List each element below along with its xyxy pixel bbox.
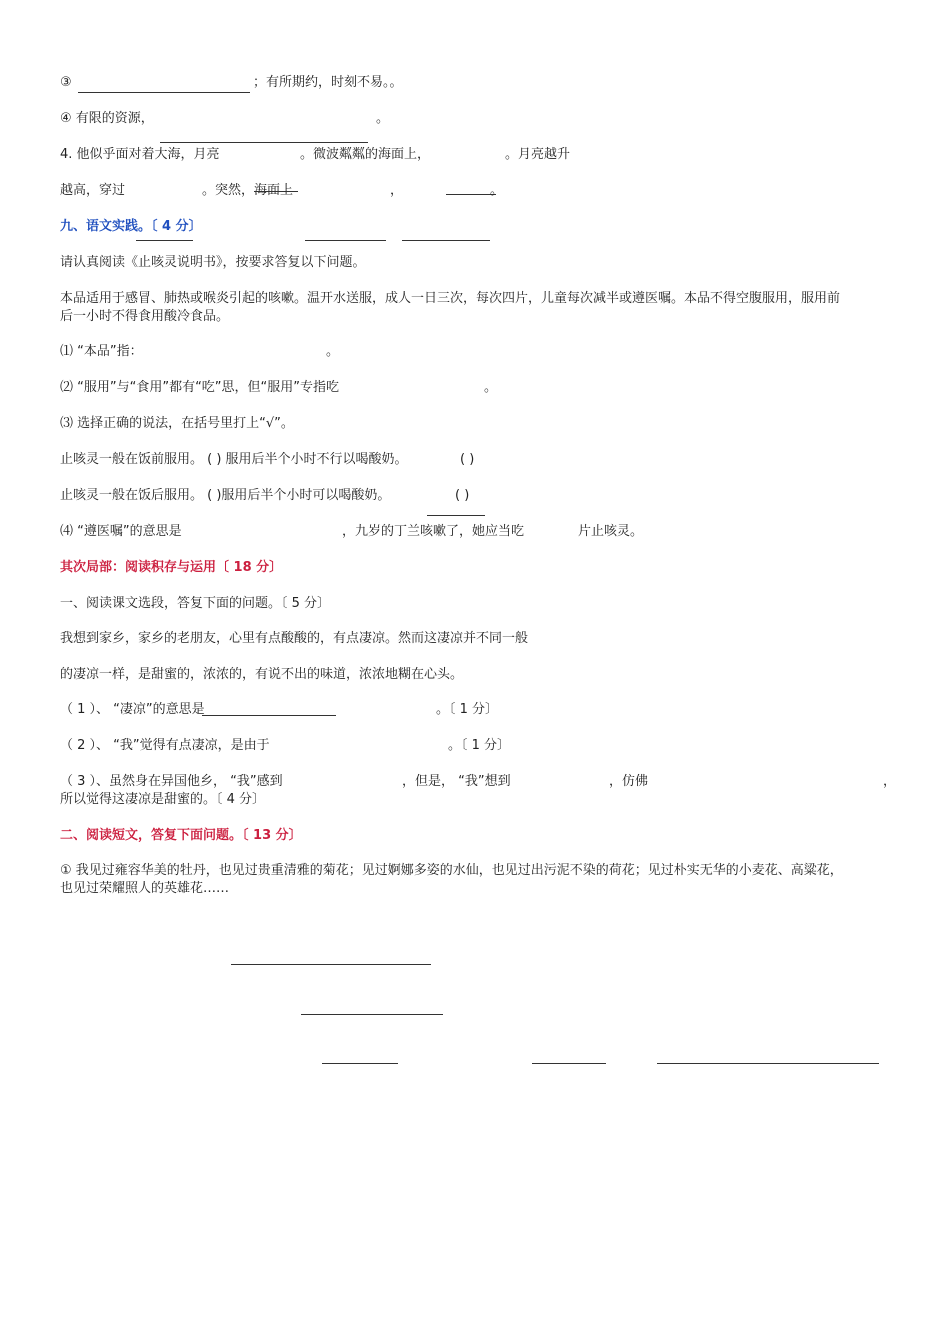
p2-q1-end: 。〔 1 分〕	[436, 702, 499, 717]
q4-text-e: 。突然，海面上	[202, 183, 294, 198]
p2-q3-text-d: ，	[883, 774, 897, 789]
p2-q2-end: 。〔 1 分〕	[448, 738, 511, 753]
part2-heading: 其次局部：阅读积存与运用〔 18 分〕	[60, 560, 283, 575]
answer-blank	[657, 1063, 879, 1064]
q4-text-d: 越高，穿过	[60, 183, 126, 198]
s9-option-2: 止咳灵一般在饭后服用。 ( )服用后半个小时可以喝酸奶。	[60, 488, 391, 503]
line4-end: 。	[376, 111, 390, 126]
s9-q2-text: ⑵ “服用”与“食用”都有“吃”思，但“服用”专指吃	[60, 380, 340, 395]
p2-q2-text: （ 2 ）、 “我”觉得有点凄凉，是由于	[60, 738, 270, 753]
q4-text-f: ，	[390, 183, 404, 198]
answer-blank	[231, 964, 431, 965]
p2-q3-text-b: ，但是， “我”想到	[402, 774, 511, 789]
s9-q4-text-c: 片止咳灵。	[578, 524, 644, 539]
line3-prefix: ③	[60, 75, 72, 90]
strikethrough	[254, 191, 298, 192]
s9-q3-text: ⑶ 选择正确的说法，在括号里打上“√”。	[60, 416, 294, 431]
s9-option-2-bracket[interactable]: ( )	[455, 488, 470, 503]
answer-blank	[160, 142, 368, 143]
line4-prefix: ④ 有限的资源，	[60, 111, 154, 126]
section9-heading: 九、语文实践。〔 4 分〕	[60, 219, 202, 234]
s9-q4-text-b: ，九岁的丁兰咳嗽了，她应当吃	[342, 524, 525, 539]
s9-q1-end: 。	[326, 344, 340, 359]
answer-blank	[402, 240, 490, 241]
part2-s1-passage-2: 的凄凉一样，是甜蜜的，浓浓的，有说不出的味道，浓浓地糊在心头。	[60, 667, 464, 682]
s9-q4-text-a: ⑷ “遵医嘱”的意思是	[60, 524, 182, 539]
section9-passage: 本品适用于感冒、肺热或喉炎引起的咳嗽。温开水送服，成人一日三次，每次四片，儿童每次减半或遵医嘱。本品不得空腹服用，服用前后一小时不得食用酸冷食品。	[60, 291, 841, 324]
q4-text-g: 。	[490, 183, 504, 198]
p2-q3-text-c: ，仿佛	[609, 774, 649, 789]
answer-blank	[301, 1014, 443, 1015]
part2-s2-heading: 二、阅读短文，答复下面问题。〔 13 分〕	[60, 828, 302, 843]
part2-s2-passage: ① 我见过雍容华美的牡丹，也见过贵重清雅的菊花；见过婀娜多姿的水仙，也见过出污泥不染的荷花；见过朴实无华的小麦花、高粱花，也见过荣耀照人的英雄花……	[60, 863, 843, 896]
line3-suffix: ；有所期约，时刻不易。。	[253, 75, 403, 90]
answer-blank	[78, 92, 250, 93]
answer-blank	[446, 194, 496, 195]
p2-q3-text-a: （ 3 ）、虽然身在异国他乡， “我”感到	[60, 774, 283, 789]
part2-s1-heading: 一、阅读课文选段，答复下面的问题。〔 5 分〕	[60, 596, 331, 611]
q4-text-b: 。微波粼粼的海面上，	[300, 147, 431, 162]
q4-text-a: 4. 他似乎面对着大海，月亮	[60, 147, 220, 162]
answer-blank	[322, 1063, 398, 1064]
q4-text-c: 。月亮越升	[505, 147, 571, 162]
s9-q2-end: 。	[484, 380, 498, 395]
s9-option-1: 止咳灵一般在饭前服用。 ( ) 服用后半个小时不行以喝酸奶。	[60, 452, 408, 467]
part2-s1-passage-1: 我想到家乡，家乡的老朋友，心里有点酸酸的，有点凄凉。然而这凄凉并不同一般	[60, 631, 529, 646]
p2-q1-text: （ 1 ）、 “凄凉”的意思是	[60, 702, 205, 717]
answer-blank	[427, 515, 485, 516]
s9-option-1-bracket[interactable]: ( )	[460, 452, 475, 467]
p2-q3-text-e: 所以觉得这凄凉是甜蜜的。〔 4 分〕	[60, 792, 266, 807]
s9-q1-text: ⑴ “本品”指：	[60, 344, 143, 359]
answer-blank	[202, 715, 336, 716]
answer-blank	[532, 1063, 606, 1064]
answer-blank	[305, 240, 386, 241]
answer-blank	[136, 240, 193, 241]
section9-intro: 请认真阅读《止咳灵说明书》，按要求答复以下问题。	[60, 255, 366, 270]
